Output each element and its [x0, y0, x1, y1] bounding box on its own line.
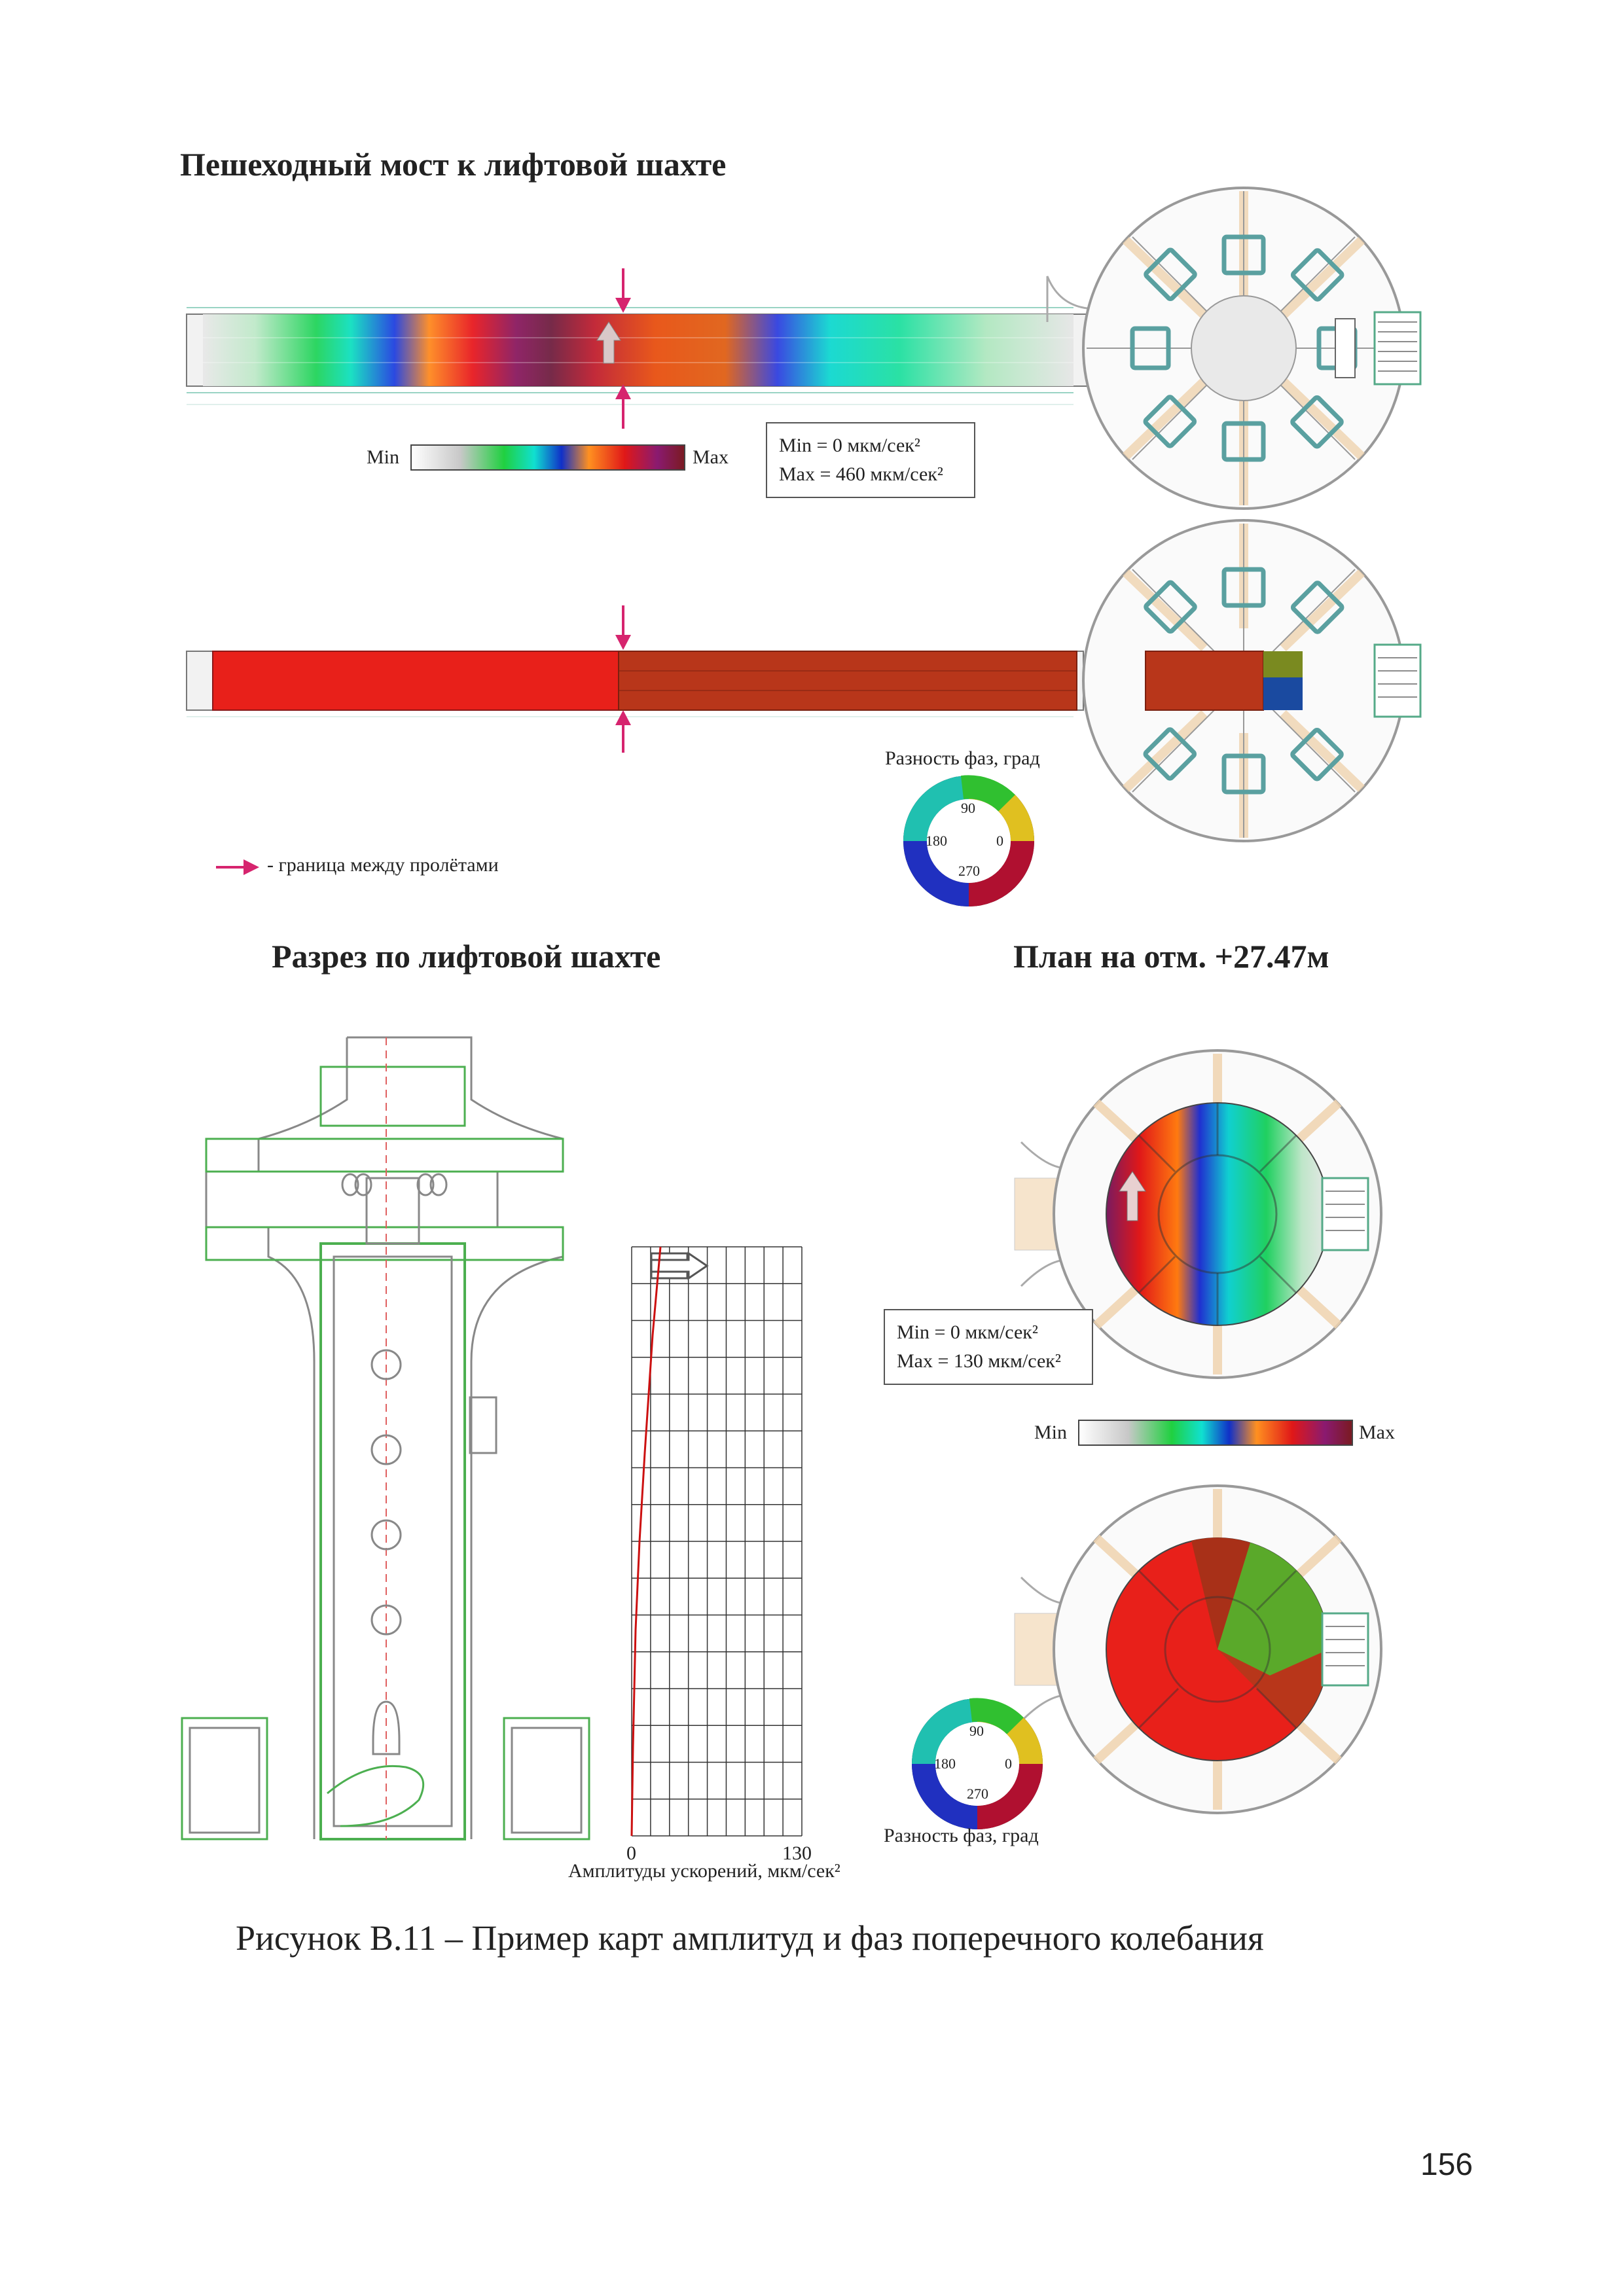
plan-max-text: Max = 130 мкм/сек² [897, 1350, 1061, 1372]
amplitude-scale-bar-top [411, 445, 685, 470]
phase-tick-90-plan: 90 [969, 1723, 984, 1739]
plan-title: План на отм. +27.47м [1013, 938, 1329, 975]
phase-label-plan: Разность фаз, град [884, 1825, 1039, 1846]
boundary-legend-arrow [216, 859, 259, 875]
boundary-legend-text: - граница между пролётами [267, 854, 499, 876]
bridge-amplitude-map [187, 268, 1096, 429]
scale-min-label-top: Min [367, 446, 400, 468]
phase-tick-180-top: 180 [926, 833, 947, 849]
plan-min-text: Min = 0 мкм/сек² [897, 1321, 1038, 1343]
phase-tick-0-plan: 0 [1005, 1755, 1012, 1772]
chart-xtick-130: 130 [782, 1842, 812, 1864]
amplitude-scale-bar-plan [1079, 1420, 1352, 1445]
phase-tick-90-top: 90 [961, 800, 975, 816]
amplitude-profile-chart [632, 1247, 802, 1836]
phase-tick-270-top: 270 [958, 863, 980, 879]
tower-plan-top [1047, 188, 1420, 509]
shaft-section [182, 1037, 589, 1839]
bridge-max-text: Max = 460 мкм/сек² [779, 463, 943, 485]
page-number: 156 [1420, 2147, 1473, 2182]
bridge-title: Пешеходный мост к лифтовой шахте [180, 146, 727, 183]
phase-tick-0-top: 0 [996, 833, 1003, 849]
scale-max-label-top: Max [693, 446, 729, 468]
figure-caption: Рисунок В.11 – Пример карт амплитуд и фаз поперечного колебания [236, 1918, 1264, 1958]
phase-label-top: Разность фаз, град [885, 747, 1040, 769]
plan-phase-map [1015, 1486, 1381, 1813]
bridge-phase-map [187, 605, 1083, 753]
tower-plan-phase [1083, 520, 1420, 841]
phase-tick-180-plan: 180 [934, 1755, 956, 1772]
chart-xtick-0: 0 [626, 1842, 636, 1864]
phase-tick-270-plan: 270 [967, 1785, 988, 1802]
bridge-info-box [766, 422, 975, 498]
chart-xlabel: Амплитуды ускорений, мкм/сек² [568, 1860, 840, 1882]
plan-info-box [884, 1309, 1093, 1385]
bridge-min-text: Min = 0 мкм/сек² [779, 435, 920, 456]
scale-min-label-plan: Min [1034, 1422, 1068, 1443]
section-title: Разрез по лифтовой шахте [272, 938, 661, 975]
scale-max-label-plan: Max [1359, 1422, 1395, 1443]
